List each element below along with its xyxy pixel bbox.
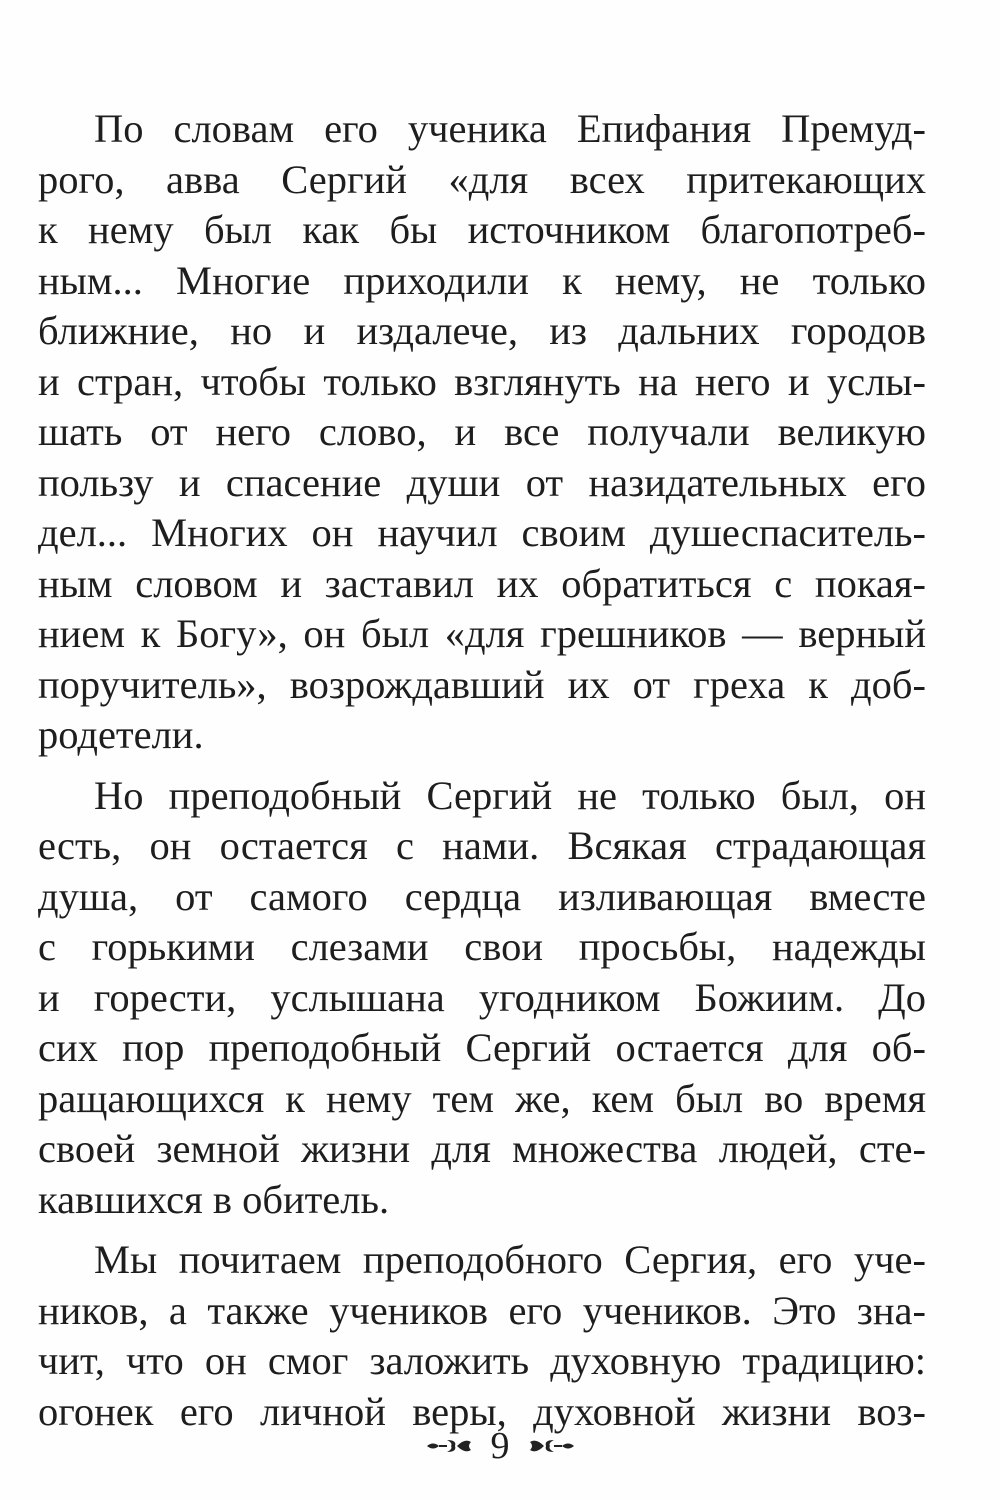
page-number: 9 [490,1425,510,1467]
text-line: ников, а также учеников его учеников. Это зна- [38,1287,926,1333]
ornament-left-icon [425,1435,475,1457]
text-line: родетели. [38,712,204,757]
text-line: и горести, услышана угодником Божиим. До [38,974,926,1020]
text-line: шать от него слово, и все получали великую [38,409,926,454]
text-line: есть, он остается с нами. Всякая страдающая [38,823,926,868]
page-footer [0,1424,1000,1468]
text-line: Но преподобный Сергий не только был, он [94,772,926,818]
text-line: нием к Богу», он был «для грешников — верный [38,611,926,656]
paragraph-2 [38,771,926,1226]
text-line: чит, что он смог заложить духовную традицию: [38,1338,926,1383]
text-line: поручитель», возрождавший их от греха к доб- [38,661,926,707]
text-line: с горькими слезами свои просьбы, надежды [38,924,926,969]
text-line: пользу и спасение души от назидательных его [38,459,926,505]
text-line: ближние, но и издалече, из дальних городов [38,308,926,353]
text-line: ным... Многие приходили к нему, не только [38,257,926,303]
text-line: По словам его ученика Епифания Премуд- [94,106,926,151]
text-line: ным словом и заставил их обратиться с покая- [38,560,926,606]
paragraph-3 [38,1235,926,1437]
paragraph-gap [38,761,926,771]
text-line: Мы почитаем преподобного Сергия, его уче- [94,1237,926,1282]
paragraph-gap [38,1225,926,1235]
text-line: огонек его личной веры, духовной жизни воз- [38,1388,926,1434]
text-line: кавшихся в обитель. [38,1176,390,1222]
paragraph-1 [38,104,926,761]
text-line: сих пор преподобный Сергий остается для об- [38,1025,926,1070]
text-line: рого, авва Сергий «для всех притекающих [38,156,926,202]
ornament-right-icon [526,1435,576,1457]
text-line: душа, от самого сердца изливающая вместе [38,873,926,919]
body-text [38,104,926,1437]
text-line: ращающихся к нему тем же, кем был во время [38,1075,926,1121]
text-line: своей земной жизни для множества людей, сте- [38,1126,926,1171]
text-line: и стран, чтобы только взглянуть на него и услы- [38,358,926,404]
text-line: к нему был как бы источником благопотреб- [38,207,926,252]
text-line: дел... Многих он научил своим душеспаситель- [38,510,926,555]
